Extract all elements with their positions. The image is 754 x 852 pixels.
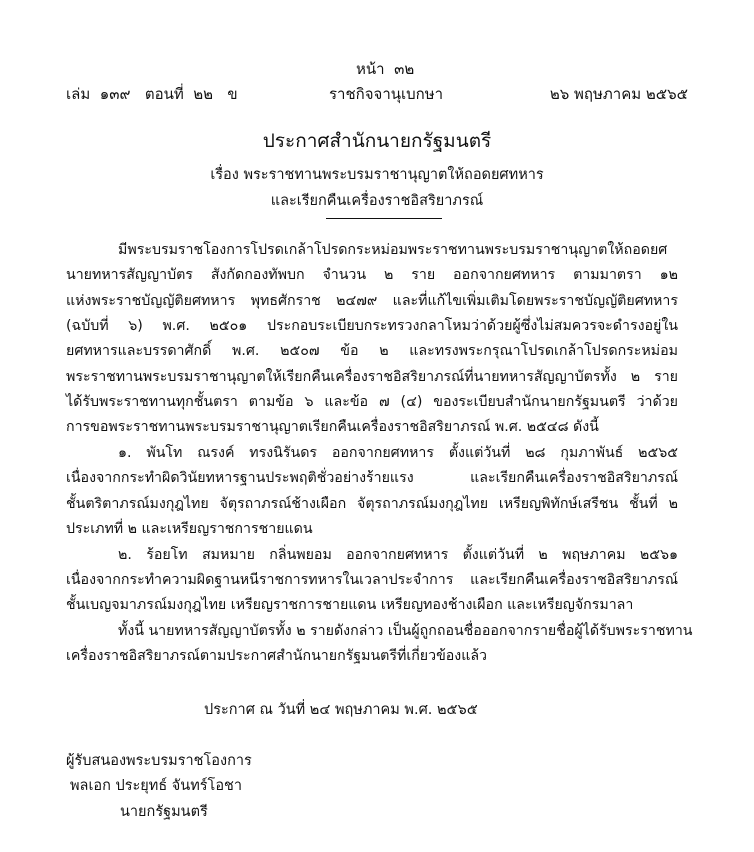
document-subject-line1: เรื่อง พระราชทานพระบรมราชานุญาตให้ถอดยศทหาร — [210, 167, 544, 183]
preamble-line: (ฉบับที่ ๖) พ.ศ. ๒๕๐๑ ประกอบระเบียบกระทรวงกลาโหมว่าด้วยผู้ซึ่งไม่สมควรจะดำรงอยู่ใน — [66, 318, 678, 334]
section-letter: ข — [227, 85, 238, 103]
section-label: ตอนที่ — [144, 85, 184, 103]
preamble-line: มีพระบรมราชโองการโปรดเกล้าโปรดกระหม่อมพระราชทานพระบรมราชานุญาตให้ถอดยศ — [118, 242, 668, 258]
closing-line: ทั้งนี้ นายทหารสัญญาบัตรทั้ง ๒ รายดังกล่าว เป็นผู้ถูกถอนชื่อออกจากรายชื่อผู้ได้รับพระราชทาน — [118, 623, 693, 639]
closing-line: เครื่องราชอิสริยาภรณ์ตามประกาศสำนักนายกรัฐมนตรีที่เกี่ยวข้องแล้ว — [66, 648, 488, 664]
page-number-label — [356, 57, 414, 81]
item-1-line: ชั้นตริตาภรณ์มงกุฎไทย จัตุรถาภรณ์ช้างเผือก จัตุรถาภรณ์มงกุฎไทย เหรียญพิทักษ์เสรีชน ชั้นที่ ๒ — [66, 496, 678, 512]
signatory-name: พลเอก ประยุทธ์ จันทร์โอชา — [70, 778, 243, 794]
section-number: ๒๒ — [193, 85, 214, 103]
preamble-line: แห่งพระราชบัญญัติยศทหาร พุทธศักราช ๒๔๗๙ และที่แก้ไขเพิ่มเติมโดยพระราชบัญญัติยศทหาร — [66, 293, 678, 309]
item-1-line: เนื่องจากกระทำผิดวินัยทหารฐานประพฤติชั่วอย่างร้ายแรง และเรียกคืนเครื่องราชอิสริยาภรณ์ — [66, 470, 678, 486]
item-1-line: ๑. พันโท ณรงค์ ทรงนิรันดร ออกจากยศทหาร ตั้งแต่วันที่ ๒๘ กุมภาพันธ์ ๒๕๖๕ — [118, 445, 678, 461]
publication-name: ราชกิจจานุเบกษา — [329, 85, 444, 103]
volume-label: เล่ม — [66, 85, 91, 103]
page-number: ๓๒ — [394, 60, 415, 78]
volume-number: ๑๓๙ — [99, 85, 131, 103]
signatory-position: นายกรัฐมนตรี — [120, 804, 208, 820]
publication-date: ๒๖ พฤษภาคม ๒๕๖๕ — [549, 85, 688, 103]
page-label: หน้า — [356, 60, 385, 78]
item-2-line: เนื่องจากกระทำความผิดฐานหนีราชการทหารในเวลาประจำการ และเรียกคืนเครื่องราชอิสริยาภรณ์ — [66, 572, 678, 588]
document-title: ประกาศสำนักนายกรัฐมนตรี — [262, 130, 492, 152]
preamble-line: ได้รับพระราชทานทุกชั้นตรา ตามข้อ ๖ และข้อ ๗ (๔) ของระเบียบสำนักนายกรัฐมนตรี ว่าด้วย — [66, 394, 678, 410]
item-2-line: ชั้นเบญจมาภรณ์มงกุฎไทย เหรียญราชการชายแดน เหรียญทองช้างเผือก และเหรียญจักรมาลา — [66, 597, 634, 613]
title-divider — [326, 218, 442, 219]
preamble-line: ยศทหารและบรรดาศักดิ์ พ.ศ. ๒๕๐๗ ข้อ ๒ และทรงพระกรุณาโปรดเกล้าโปรดกระหม่อม — [66, 343, 678, 359]
preamble-line: นายทหารสัญญาบัตร สังกัดกองทัพบก จำนวน ๒ ราย ออกจากยศทหาร ตามมาตรา ๑๒ — [66, 267, 678, 283]
document-subject-line2: และเรียกคืนเครื่องราชอิสริยาภรณ์ — [270, 193, 484, 209]
volume-info — [66, 82, 238, 106]
announcement-date: ประกาศ ณ วันที่ ๒๔ พฤษภาคม พ.ศ. ๒๕๖๕ — [204, 702, 478, 718]
item-1-line: ประเภทที่ ๒ และเหรียญราชการชายแดน — [66, 521, 313, 537]
preamble-line: พระราชทานพระบรมราชานุญาตให้เรียกคืนเครื่องราชอิสริยาภรณ์ที่นายทหารสัญญาบัตรทั้ง ๒ ราย — [66, 369, 678, 385]
countersign-label: ผู้รับสนองพระบรมราชโองการ — [66, 753, 252, 769]
preamble-line: การขอพระราชทานพระบรมราชานุญาตเรียกคืนเครื่องราชอิสริยาภรณ์ พ.ศ. ๒๕๔๘ ดังนี้ — [66, 419, 599, 435]
item-2-line: ๒. ร้อยโท สมหมาย กลิ่นพยอม ออกจากยศทหาร ตั้งแต่วันที่ ๒ พฤษภาคม ๒๕๖๑ — [118, 547, 678, 563]
